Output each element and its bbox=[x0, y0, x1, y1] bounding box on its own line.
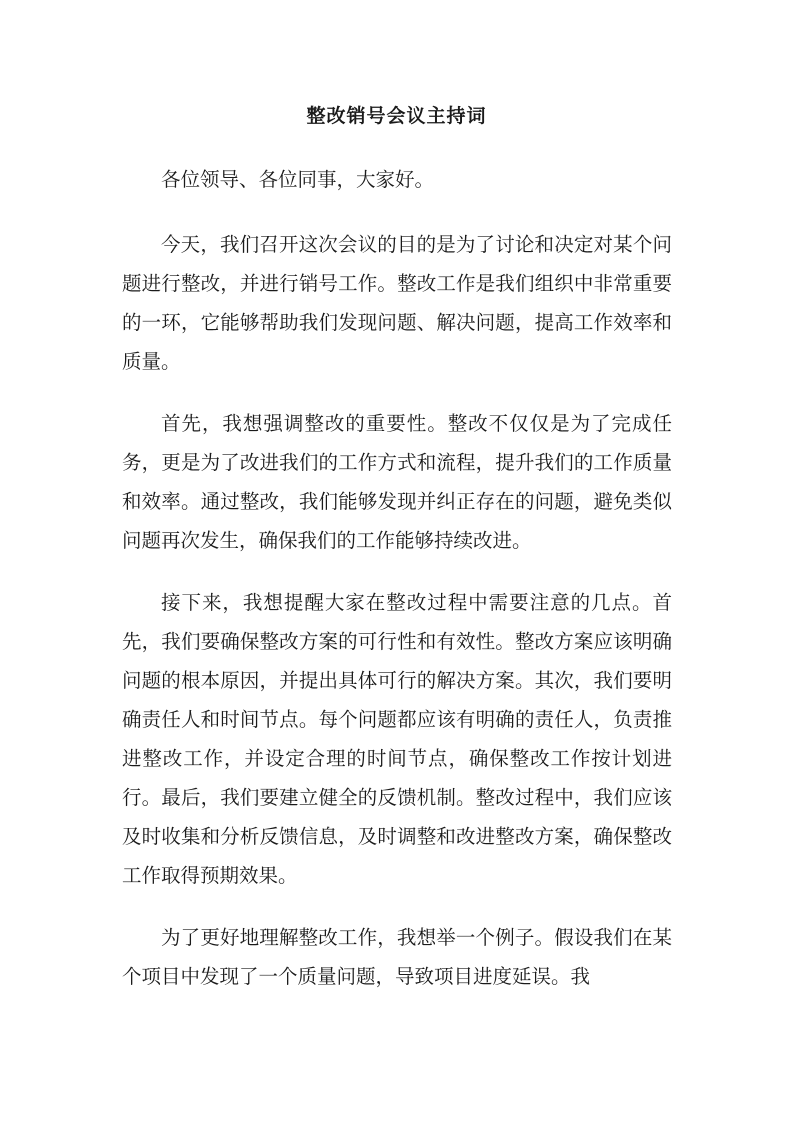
paragraph-greeting: 各位领导、各位同事，大家好。 bbox=[161, 168, 435, 191]
document-body bbox=[122, 160, 672, 1019]
paragraph-example: 为了更好地理解整改工作，我想举一个例子。假设我们在某个项目中发现了一个质量问题，导致项目进度延误。我 bbox=[122, 926, 672, 988]
paragraph-key-points: 接下来，我想提醒大家在整改过程中需要注意的几点。首先，我们要确保整改方案的可行性和有效性。整改方案应该明确问题的根本原因，并提出具体可行的解决方案。其次，我们要明确责任人和时间节点。每个问题都应该有明确的责任人，负责推进整改工作，并设定合理的时间节点，确保整改工作按计划进行。最后，我们要建立健全的反馈机制。整改过程中，我们应该及时收集和分析反馈信息，及时调整和改进整改方案，确保整改工作取得预期效果。 bbox=[122, 591, 672, 887]
document-title: 整改销号会议主持词 bbox=[306, 105, 487, 127]
paragraph-purpose: 今天，我们召开这次会议的目的是为了讨论和决定对某个问题进行整改，并进行销号工作。整改工作是我们组织中非常重要的一环，它能够帮助我们发现问题、解决问题，提高工作效率和质量。 bbox=[122, 233, 672, 373]
paragraph-importance: 首先，我想强调整改的重要性。整改不仅仅是为了完成任务，更是为了改进我们的工作方式和流程，提升我们的工作质量和效率。通过整改，我们能够发现并纠正存在的问题，避免类似问题再次发生，确保我们的工作能够持续改进。 bbox=[122, 412, 672, 552]
